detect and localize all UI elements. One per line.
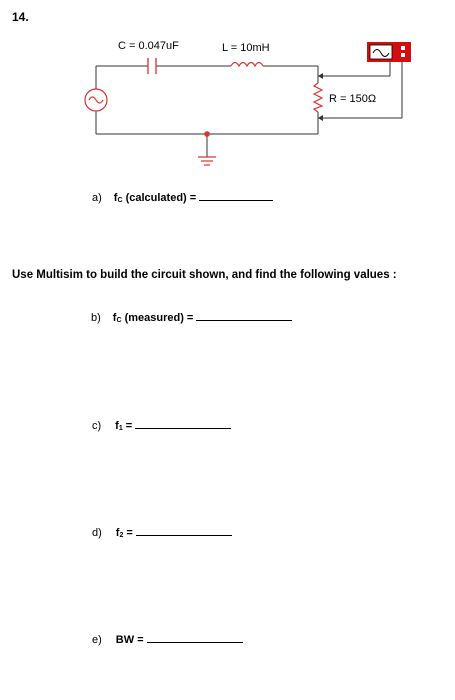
junction-dot	[204, 131, 210, 137]
inductor-label: L = 10mH	[222, 42, 270, 54]
probe-arrow-bottom	[318, 115, 323, 121]
answer-blank-fc-measured[interactable]	[196, 310, 292, 321]
item-symbol: f	[113, 192, 118, 204]
item-symbol: f	[112, 312, 117, 324]
item-letter: e)	[92, 634, 102, 646]
item-subscript: C	[116, 317, 122, 324]
item-symbol: f	[115, 420, 119, 432]
ground-symbol	[198, 157, 216, 165]
instruction-text: Use Multisim to build the circuit shown, and find the following values :	[12, 269, 397, 281]
item-letter: d)	[92, 527, 102, 539]
capacitor-label: C = 0.047uF	[118, 40, 179, 52]
item-rest: =	[134, 634, 144, 646]
item-subscript: 2	[119, 532, 124, 539]
answer-blank-bw[interactable]	[147, 632, 243, 643]
answer-blank-fc-calculated[interactable]	[199, 190, 273, 201]
item-expression	[113, 312, 194, 324]
item-subscript: 1	[118, 425, 123, 432]
item-letter: c)	[92, 420, 102, 432]
function-generator-icon	[367, 42, 411, 62]
item-letter: b)	[91, 312, 101, 324]
item-rest: (measured) =	[121, 312, 194, 324]
question-item-b	[91, 310, 292, 324]
question-item-c	[92, 418, 231, 432]
item-rest: (calculated) =	[122, 192, 197, 204]
item-rest: =	[123, 527, 133, 539]
question-item-a	[92, 190, 273, 204]
item-symbol: f	[115, 527, 120, 539]
question-number: 14.	[12, 10, 29, 24]
resistor-label: R = 150Ω	[329, 93, 377, 105]
item-letter: a)	[92, 192, 102, 204]
answer-blank-f1[interactable]	[135, 418, 231, 429]
item-subscript: C	[117, 197, 123, 204]
ac-source-symbol	[85, 89, 107, 111]
capacitor-symbol	[148, 58, 156, 74]
item-rest: =	[122, 420, 133, 432]
inductor-symbol	[231, 63, 263, 67]
answer-blank-f2[interactable]	[136, 525, 232, 536]
resistor-symbol	[314, 83, 322, 112]
item-symbol: BW	[115, 634, 135, 646]
probe-arrow-top	[318, 73, 323, 79]
question-item-e	[92, 632, 243, 646]
circuit-wires	[96, 60, 402, 157]
question-item-d	[92, 525, 232, 539]
item-expression	[116, 527, 133, 539]
item-expression	[115, 420, 132, 432]
circuit-diagram	[0, 0, 455, 200]
item-expression	[116, 634, 144, 646]
item-expression	[114, 192, 196, 204]
